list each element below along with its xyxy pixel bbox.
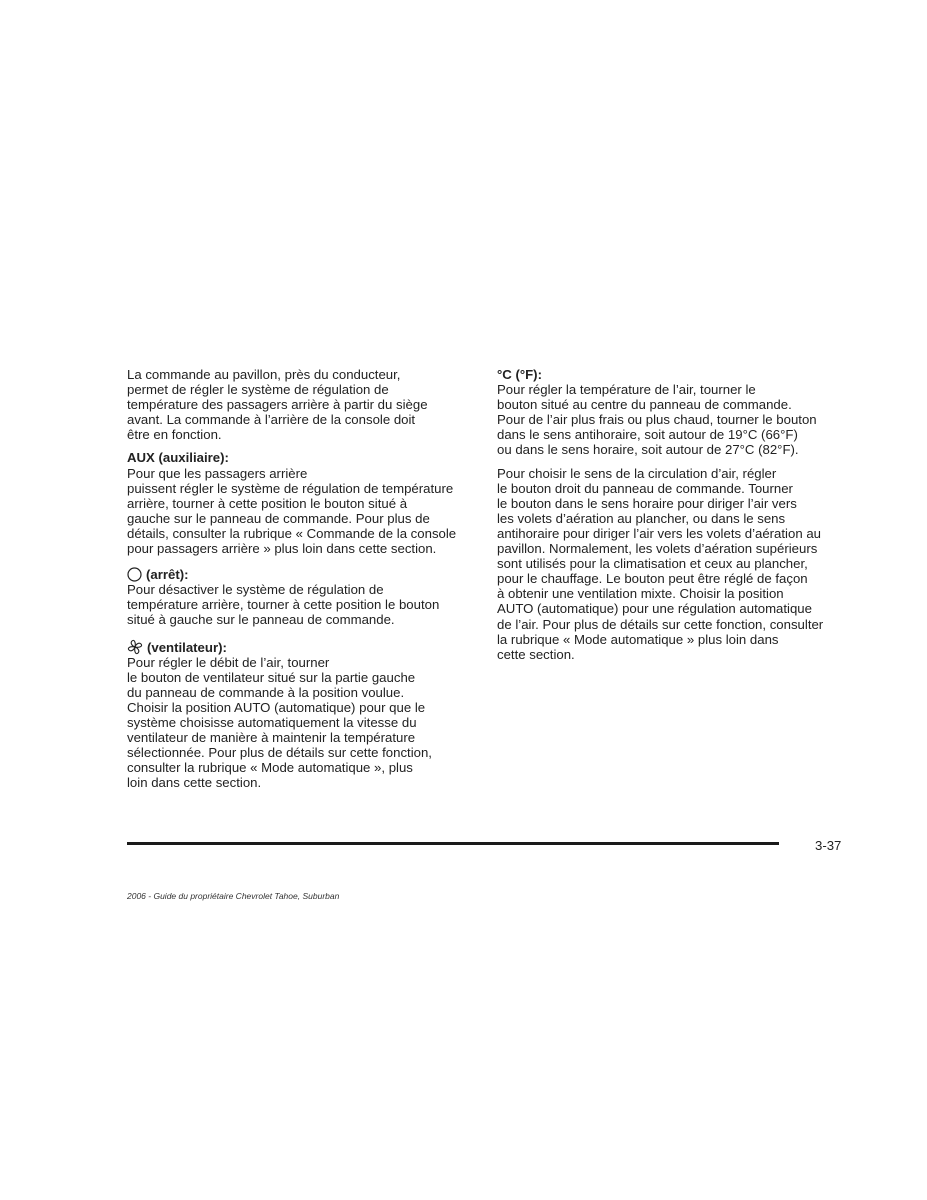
temperature-paragraph: °C (°F): Pour régler la température de l’air, tourner le bouton situé au centre du panneau de commande. Pour de l’air plus frais ou plus chaud, tourner le bouton dans le sens antihoraire, soit autour de 19°C (66°F) ou dans le sens horaire, soit autour de 27°C (82°F).: [497, 367, 817, 458]
aux-term: AUX (auxiliaire):: [127, 450, 229, 466]
temperature-term: °C (°F):: [497, 367, 542, 382]
off-circle-icon: [127, 567, 142, 582]
fan-term: (ventilateur):: [147, 639, 227, 655]
aux-paragraph: AUX (auxiliaire): Pour que les passagers arrière puissent régler le système de régulation de température arrière, tourner à cette position le bouton situé à gauche sur le panneau de commande. Pour plus de détails, consulter la rubrique « Commande de la console pour passagers arrière » plus loin dans cette section.: [127, 450, 457, 557]
air-direction-paragraph: Pour choisir le sens de la circulation d’air, régler le bouton droit du panneau de commande. Tourner le bouton dans le sens horaire pour diriger l’air vers les volets d’aération au plancher, ou dans le sens antihoraire pour diriger l’air vers les volets d’aération au pavillon. Normalement, les volets d’aération supérieurs sont utilisés pour la climatisation et ceux au plancher, pour le chauffage. Le bouton peut être réglé de façon à obtenir une ventilation mixte. Choisir la position AUTO (automatique) pour une régulation automatique de l’air. Pour plus de détails sur cette fonction, consulter la rubrique « Mode automatique » plus loin dans cette section.: [497, 465, 824, 662]
bottom-rule: [127, 842, 779, 845]
off-paragraph: (arrêt): Pour désactiver le système de régulation de température arrière, tourner à cette position le bouton situé à gauche sur le panneau de commande.: [127, 567, 440, 628]
left-column: [127, 367, 479, 798]
off-term: (arrêt):: [146, 567, 189, 583]
fan-paragraph: (ventilateur): Pour régler le débit de l’air, tourner le bouton de ventilateur situé sur la partie gauche du panneau de commande à la position voulue. Choisir la position AUTO (automatique) pour que le système choisisse automatiquement la vitesse du ventilateur de manière à maintenir la température sélectionnée. Pour plus de détails sur cette fonction, consulter la rubrique « Mode automatique », plus loin dans cette section.: [127, 639, 432, 791]
page-number: 3-37: [815, 838, 842, 853]
footer-text: 2006 - Guide du propriétaire Chevrolet Tahoe, Suburban: [127, 891, 340, 901]
right-column: [497, 367, 849, 670]
fan-icon: [127, 639, 143, 655]
intro-paragraph: La commande au pavillon, près du conducteur, permet de régler le système de régulation de température des passagers arrière à partir du siège avant. La commande à l’arrière de la console doit être en fonction.: [127, 367, 428, 443]
